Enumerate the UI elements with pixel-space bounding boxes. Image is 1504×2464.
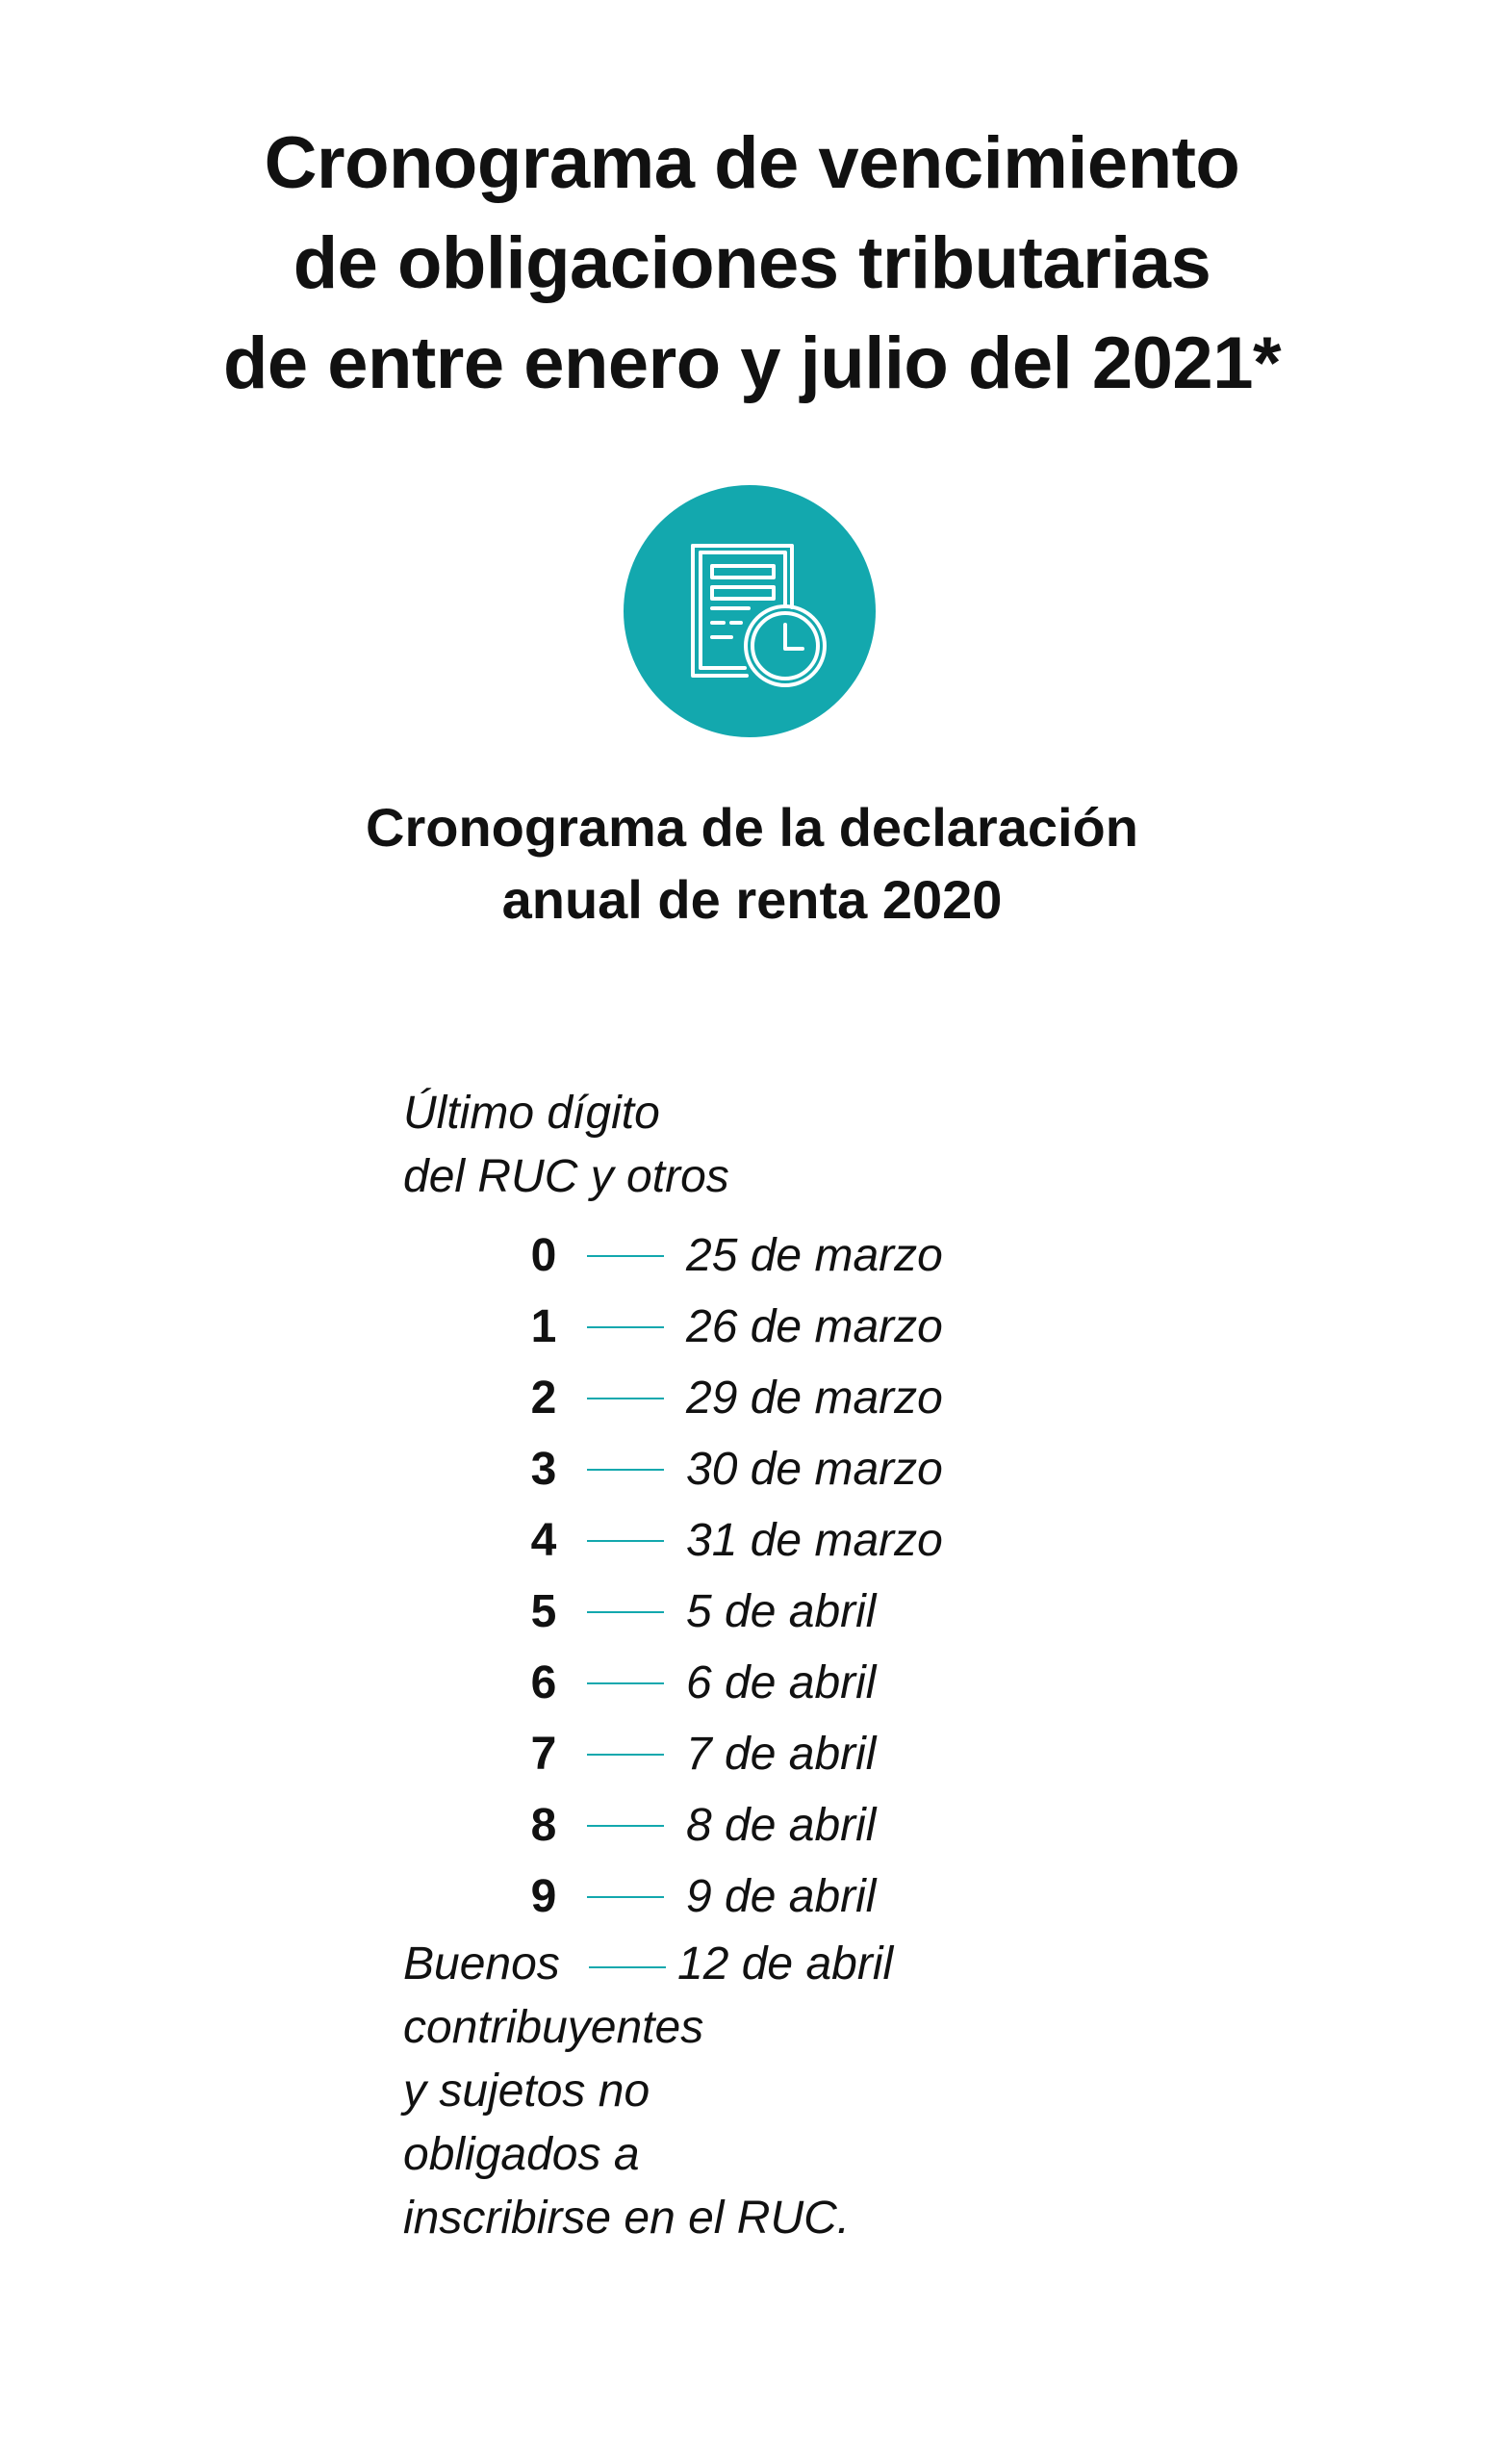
column-header xyxy=(403,1082,729,1209)
due-date: 7 de abril xyxy=(686,1729,877,1780)
connector-line xyxy=(589,1966,666,1968)
connector-line xyxy=(587,1398,664,1399)
page-title xyxy=(0,114,1504,414)
subtitle-line-2: anual de renta 2020 xyxy=(501,869,1003,930)
due-date: 12 de abril xyxy=(677,1938,894,1989)
ruc-digit: 2 xyxy=(530,1373,557,1424)
document-clock-icon xyxy=(624,485,876,737)
due-date: 26 de marzo xyxy=(686,1301,943,1352)
special-label-line: y sujetos no xyxy=(403,2066,650,2117)
schedule-row xyxy=(0,1861,1504,1933)
schedule-row xyxy=(0,1648,1504,1719)
schedule-row xyxy=(0,1577,1504,1648)
ruc-digit: 9 xyxy=(530,1871,557,1922)
special-label-line: obligados a xyxy=(403,2129,640,2180)
title-line-3: de entre enero y julio del 2021* xyxy=(222,322,1282,404)
title-line-1: Cronograma de vencimiento xyxy=(264,122,1240,204)
due-date: 31 de marzo xyxy=(686,1515,943,1566)
column-header-line-1: Último dígito xyxy=(403,1088,660,1139)
schedule-row xyxy=(0,1292,1504,1363)
connector-line xyxy=(587,1825,664,1827)
connector-line xyxy=(587,1896,664,1898)
ruc-digit: 5 xyxy=(530,1586,557,1637)
schedule-row xyxy=(0,1790,1504,1861)
special-label-line: Buenos xyxy=(403,1938,560,1989)
due-date: 29 de marzo xyxy=(686,1373,943,1424)
ruc-digit: 7 xyxy=(530,1729,557,1780)
schedule-row xyxy=(0,1363,1504,1434)
title-line-2: de obligaciones tributarias xyxy=(293,222,1211,304)
column-header-line-2: del RUC y otros xyxy=(403,1151,729,1202)
ruc-digit: 6 xyxy=(530,1657,557,1708)
connector-line xyxy=(587,1540,664,1542)
due-date: 9 de abril xyxy=(686,1871,877,1922)
ruc-digit: 4 xyxy=(530,1515,557,1566)
special-label-line: contribuyentes xyxy=(403,2002,704,2053)
connector-line xyxy=(587,1611,664,1613)
due-date: 30 de marzo xyxy=(686,1444,943,1495)
ruc-digit: 8 xyxy=(530,1800,557,1851)
schedule-row xyxy=(0,1220,1504,1292)
connector-line xyxy=(587,1469,664,1471)
ruc-digit: 0 xyxy=(530,1230,557,1281)
subtitle-line-1: Cronograma de la declaración xyxy=(366,797,1138,858)
ruc-digit: 3 xyxy=(530,1444,557,1495)
due-date: 5 de abril xyxy=(686,1586,877,1637)
connector-line xyxy=(587,1326,664,1328)
schedule-list xyxy=(0,1220,1504,1933)
special-label-line: inscribirse en el RUC. xyxy=(403,2193,851,2244)
schedule-row xyxy=(0,1719,1504,1790)
due-date: 6 de abril xyxy=(686,1657,877,1708)
schedule-row xyxy=(0,1505,1504,1577)
section-subtitle xyxy=(0,791,1504,936)
due-date: 25 de marzo xyxy=(686,1230,943,1281)
connector-line xyxy=(587,1682,664,1684)
connector-line xyxy=(587,1255,664,1257)
ruc-digit: 1 xyxy=(530,1301,557,1352)
due-date: 8 de abril xyxy=(686,1800,877,1851)
connector-line xyxy=(587,1754,664,1756)
schedule-row xyxy=(0,1434,1504,1505)
